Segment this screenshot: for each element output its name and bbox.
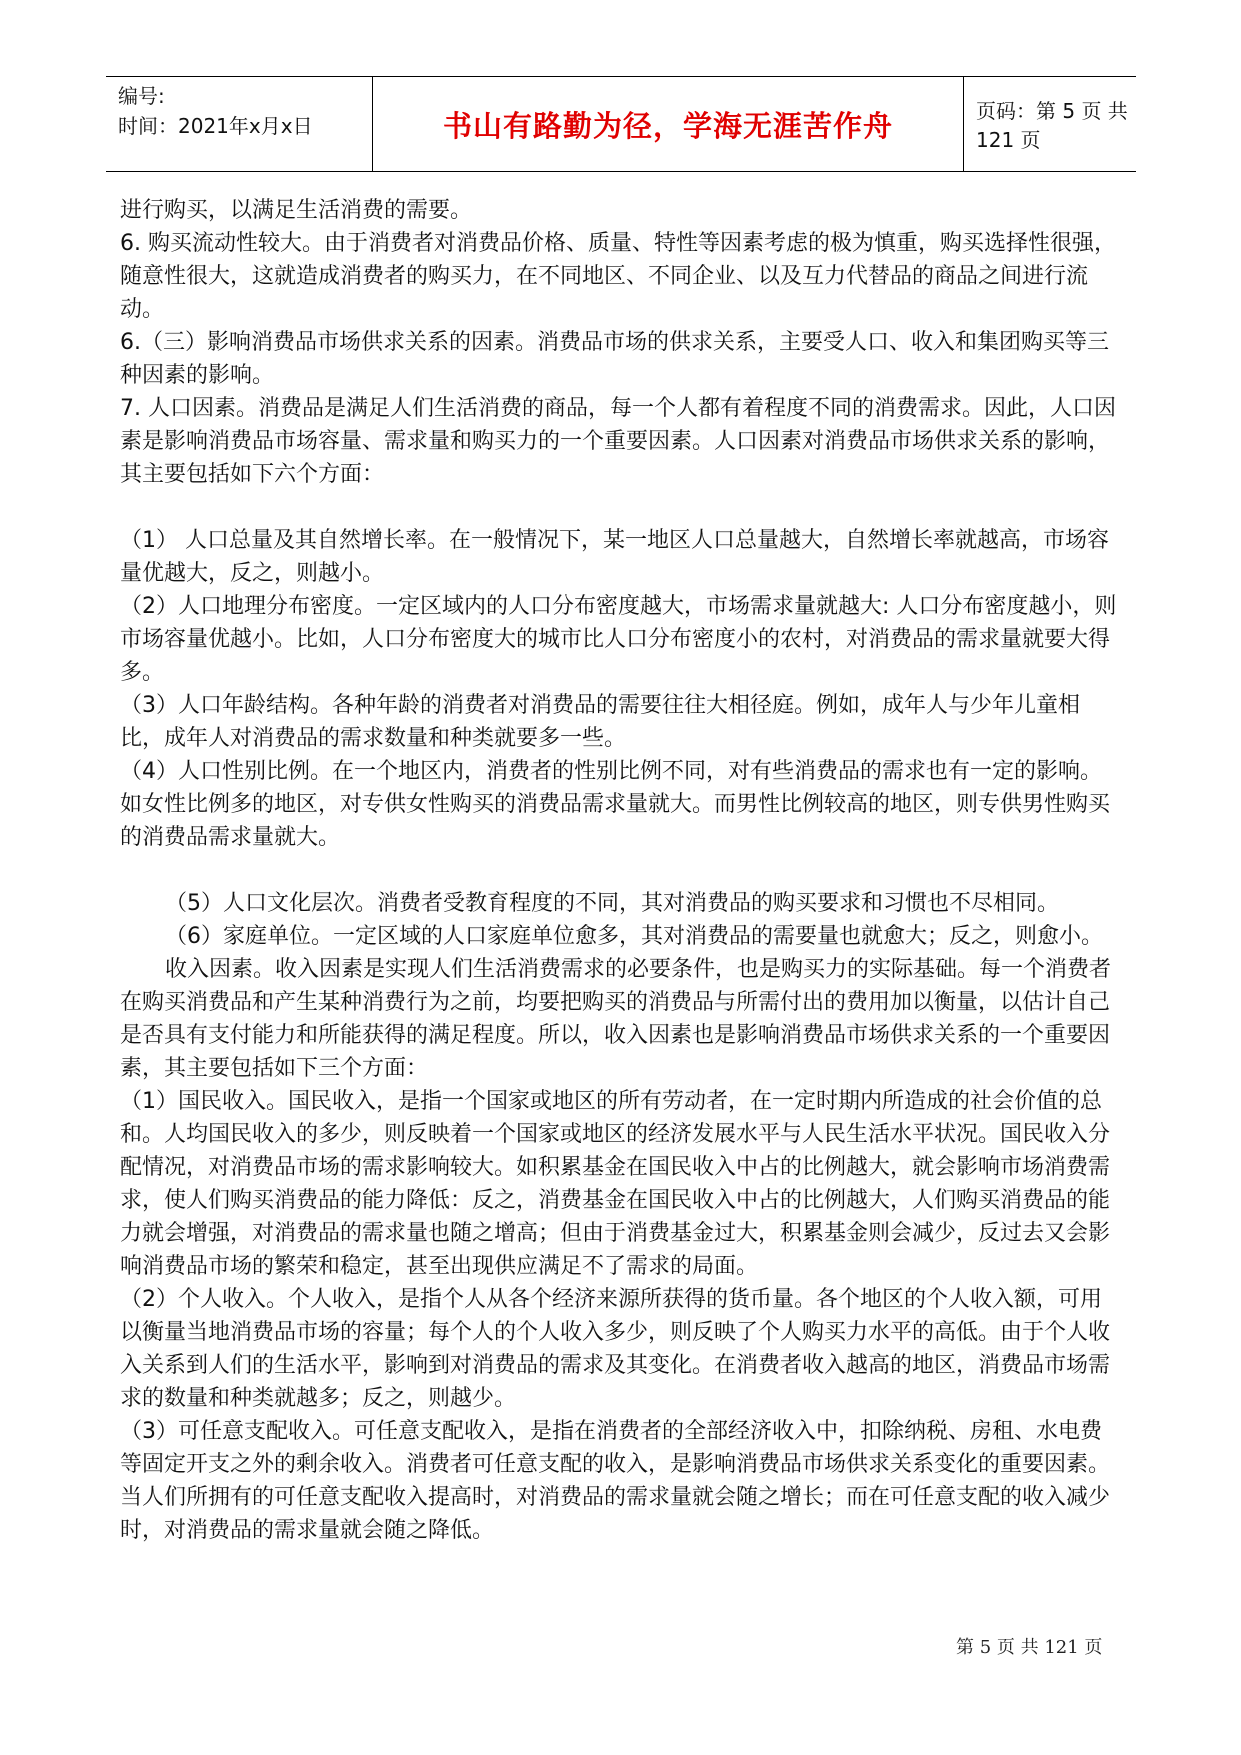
page-header — [106, 76, 1136, 172]
header-motto: 书山有路勤为径，学海无涯苦作舟 — [442, 108, 893, 143]
paragraph: （3）可任意支配收入。可任意支配收入，是指在消费者的全部经济收入中，扣除纳税、房租、水电费等固定开支之外的剩余收入。消费者可任意支配的收入，是影响消费品市场供求关系变化的重要因素。当人们所拥有的可任意支配收入提高时，对消费品的需求量就会随之增长；而在可任意支配的收入减少时，对消费品的需求量就会随之降低。 — [120, 1419, 1111, 1543]
paragraph: （6）家庭单位。一定区域的人口家庭单位愈多，其对消费品的需要量也就愈大；反之，则愈小。 — [165, 924, 1104, 949]
paragraph: 进行购买，以满足生活消费的需要。 — [120, 198, 473, 223]
header-meta — [118, 81, 370, 141]
number-label: 编号: — [118, 84, 165, 108]
paragraph: 7. 人口因素。消费品是满足人们生活消费的商品，每一个人都有着程度不同的消费需求。因此，人口因素是影响消费品市场容量、需求量和购买力的一个重要因素。人口因素对消费品市场供求关系的影响，其主要包括如下六个方面： — [120, 396, 1116, 487]
header-page-info: 页码：第 5 页 共 121 页 — [976, 99, 1128, 152]
paragraph: （3）人口年龄结构。各种年龄的消费者对消费品的需要往往大相径庭。例如，成年人与少年儿童相比，成年人对消费品的需求数量和种类就要多一些。 — [120, 693, 1081, 751]
document-body — [120, 194, 1120, 1547]
paragraph: 6. 购买流动性较大。由于消费者对消费品价格、质量、特性等因素考虑的极为慎重，购买选择性很强，随意性很大，这就造成消费者的购买力，在不同地区、不同企业、以及互力代替品的商品之间进行流动。 — [120, 231, 1116, 322]
paragraph: 6.（三）影响消费品市场供求关系的因素。消费品市场的供求关系，主要受人口、收入和集团购买等三种因素的影响。 — [120, 330, 1109, 388]
page-footer: 第 5 页 共 121 页 — [956, 1637, 1103, 1658]
paragraph: （2）人口地理分布密度。一定区域内的人口分布密度越大，市场需求量就越大: 人口分布密度越小，则市场容量优越小。比如，人口分布密度大的城市比人口分布密度小的农村，对消费品的需求量就要大得多。 — [120, 594, 1117, 685]
paragraph: （2）个人收入。个人收入，是指个人从各个经济来源所获得的货币量。各个地区的个人收入额，可用以衡量当地消费品市场的容量；每个人的个人收入多少，则反映了个人购买力水平的高低。由于个人收入关系到人们的生活水平，影响到对消费品的需求及其变化。在消费者收入越高的地区，消费品市场需求的数量和种类就越多；反之，则越少。 — [120, 1287, 1111, 1411]
header-divider — [963, 77, 964, 171]
paragraph: （4）人口性别比例。在一个地区内，消费者的性别比例不同，对有些消费品的需求也有一定的影响。如女性比例多的地区，对专供女性购买的消费品需求量就大。而男性比例较高的地区，则专供男性购买的消费品需求量就大。 — [120, 759, 1111, 850]
paragraph: 收入因素。收入因素是实现人们生活消费需求的必要条件，也是购买力的实际基础。每一个消费者在购买消费品和产生某种消费行为之前，均要把购买的消费品与所需付出的费用加以衡量，以估计自己是否具有支付能力和所能获得的满足程度。所以，收入因素也是影响消费品市场供求关系的一个重要因素，其主要包括如下三个方面： — [120, 957, 1112, 1081]
paragraph: （1）国民收入。国民收入，是指一个国家或地区的所有劳动者，在一定时期内所造成的社会价值的总和。人均国民收入的多少，则反映着一个国家或地区的经济发展水平与人民生活水平状况。国民收入分配情况，对消费品市场的需求影响较大。如积累基金在国民收入中占的比例越大，就会影响市场消费需求，使人们购买消费品的能力降低：反之，消费基金在国民收入中占的比例越大，人们购买消费品的能力就会增强，对消费品的需求量也随之增高；但由于消费基金过大，积累基金则会减少，反过去又会影响消费品市场的繁荣和稳定，甚至出现供应满足不了需求的局面。 — [120, 1089, 1111, 1279]
paragraph: （1） 人口总量及其自然增长率。在一般情况下，某一地区人口总量越大，自然增长率就越高，市场容量优越大，反之，则越小。 — [120, 528, 1109, 586]
time-label: 时间：2021年x月x日 — [118, 114, 313, 138]
paragraph: （5）人口文化层次。消费者受教育程度的不同，其对消费品的购买要求和习惯也不尽相同。 — [165, 891, 1060, 916]
